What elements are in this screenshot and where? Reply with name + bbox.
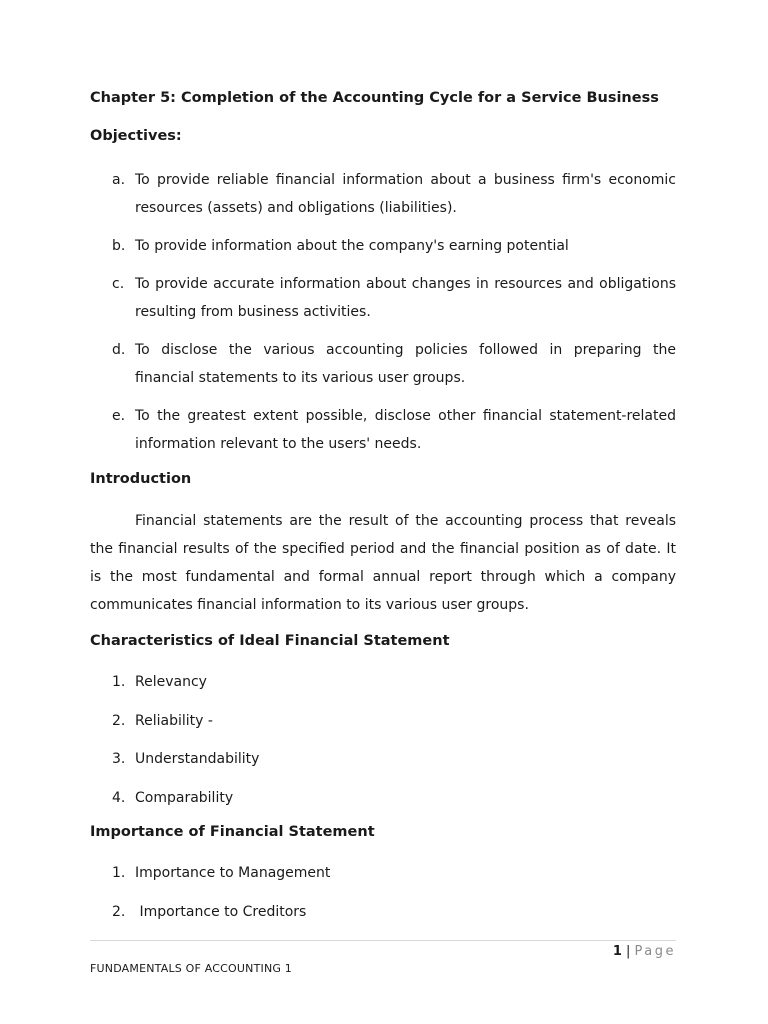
footer-text: FUNDAMENTALS OF ACCOUNTING 1 <box>90 962 292 975</box>
list-item <box>90 707 259 735</box>
footer-divider <box>90 940 676 941</box>
list-item <box>90 402 676 458</box>
list-item <box>90 232 676 260</box>
list-marker: c. <box>112 276 125 292</box>
list-item-text: Reliability - <box>135 712 213 729</box>
list-item <box>90 270 676 326</box>
list-marker: a. <box>112 172 126 188</box>
list-marker: 1. <box>112 865 126 881</box>
list-marker: 2. <box>112 712 126 729</box>
list-marker: d. <box>112 342 126 358</box>
list-item <box>90 784 259 812</box>
list-marker: 4. <box>112 789 126 806</box>
page-number-value: 1 <box>612 944 622 959</box>
list-item <box>90 859 330 887</box>
chapter-title: Chapter 5: Completion of the Accounting Cycle for a Service Business <box>90 90 659 106</box>
page-separator: | <box>621 944 635 959</box>
list-item-text: Importance to Creditors <box>135 903 307 920</box>
page-label: Page <box>634 944 676 959</box>
list-marker: 2. <box>112 903 126 920</box>
objectives-heading: Objectives: <box>90 128 182 144</box>
list-item-text: To the greatest extent possible, disclose other financial statement-related information relevant to the users' needs. <box>135 408 676 452</box>
list-marker: e. <box>112 408 126 424</box>
list-item <box>90 668 259 696</box>
characteristics-heading: Characteristics of Ideal Financial Statement <box>90 633 450 649</box>
list-item-text: Comparability <box>135 789 234 806</box>
list-marker: 1. <box>112 674 126 690</box>
importance-heading: Importance of Financial Statement <box>90 824 375 840</box>
list-marker: 3. <box>112 751 126 767</box>
characteristics-list <box>90 668 259 822</box>
importance-list <box>90 859 330 936</box>
list-item <box>90 745 259 773</box>
list-item-text: Relevancy <box>135 674 207 690</box>
list-item-text: To provide reliable financial information about a business firm's economic resources (assets) and obligations (liabilities). <box>135 172 676 216</box>
list-item-text: Understandability <box>135 751 260 767</box>
introduction-paragraph: Financial statements are the result of the accounting process that reveals the financial results of the specified period and the financial position as of date. It is the most fundamental and formal annual report through which a company communicates financial information to its various user groups. <box>90 513 676 613</box>
list-item <box>90 166 676 222</box>
list-item-text: To disclose the various accounting policies followed in preparing the financial statements to its various user groups. <box>135 342 676 386</box>
list-item-text: To provide information about the company's earning potential <box>135 238 569 254</box>
list-item-text: To provide accurate information about changes in resources and obligations resulting from business activities. <box>135 276 676 320</box>
objectives-list <box>90 166 676 468</box>
list-item <box>90 336 676 392</box>
introduction-heading: Introduction <box>90 471 192 487</box>
list-item-text: Importance to Management <box>135 865 331 881</box>
list-item <box>90 898 330 926</box>
list-marker: b. <box>112 238 126 254</box>
page-number <box>613 944 676 959</box>
